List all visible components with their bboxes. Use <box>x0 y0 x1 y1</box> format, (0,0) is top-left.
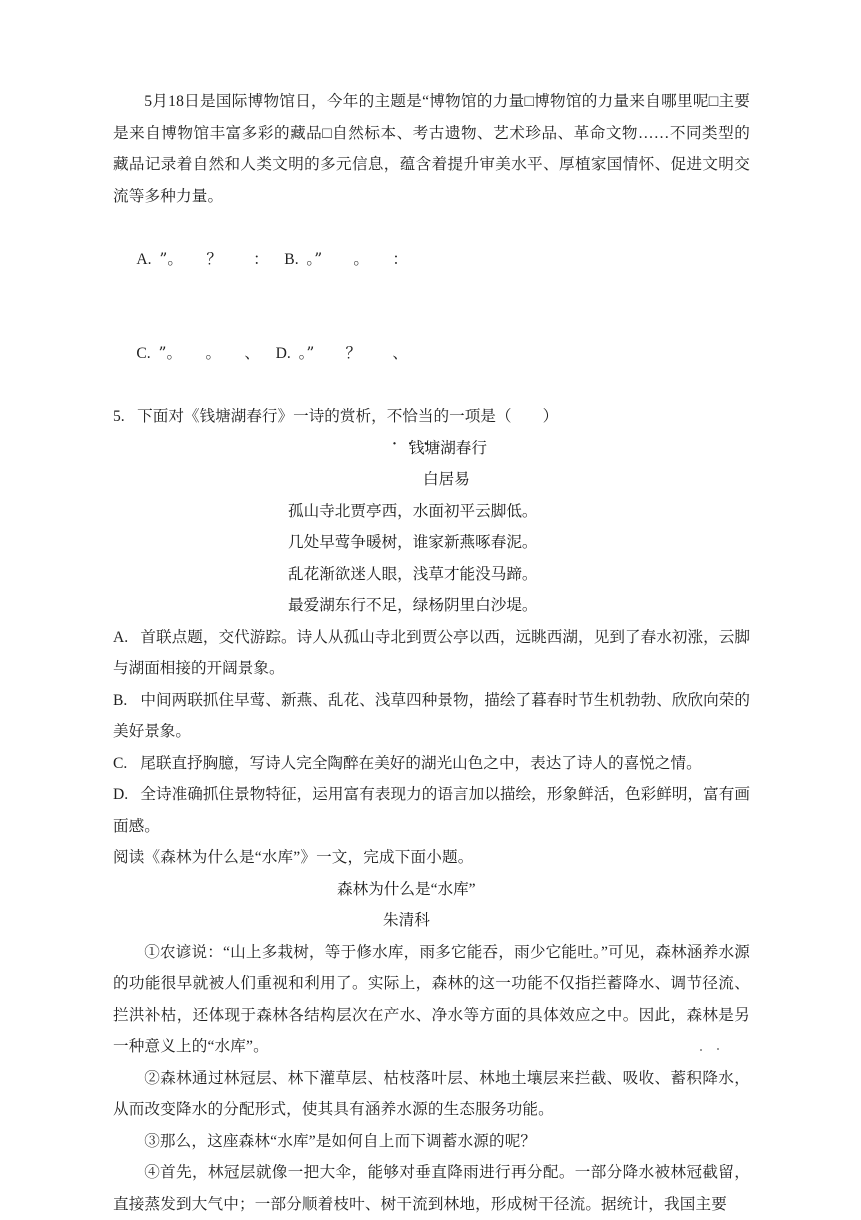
emphasis-char: 当 <box>417 408 434 425</box>
option-b-label: B. <box>113 691 128 709</box>
option-d-text: 全诗准确抓住景物特征，运用富有表现力的语言加以描绘，形象鲜活，色彩鲜明，富有画面感。 <box>113 786 750 835</box>
article-paragraph-4: ④首先，林冠层就像一把大伞，能够对垂直降雨进行再分配。一部分降水被林冠截留，直接蒸发到大气中；一部分顺着枝叶、树干流到林地，形成树干径流。据统计，我国主要 <box>113 1164 750 1213</box>
question-5-option-a[interactable] <box>113 622 750 685</box>
option-b-marks[interactable]: 。” 。 ： <box>306 249 408 268</box>
article-paragraph-2: ②森林通过林冠层、林下灌草层、枯枝落叶层、林地土壤层来拦截、吸收、蓄积降水，从而改变降水的分配形式，使其具有涵养水源的生态服务功能。 <box>113 1069 750 1118</box>
question-5-option-b[interactable] <box>113 685 750 748</box>
option-c-text: 尾联直抒胸臆，写诗人完全陶醉在美好的湖光山色之中，表达了诗人的喜悦之情。 <box>140 754 702 772</box>
poem-line: 乱花渐欲迷人眼，浅草才能没马蹄。 <box>288 565 538 583</box>
option-c-label[interactable]: C. <box>136 345 151 362</box>
question-5-emphasis <box>387 408 434 425</box>
option-b-text: 中间两联抓住早莺、新燕、乱花、浅草四种景物，描绘了暮春时节生机勃勃、欣欣向荣的美好景象。 <box>113 691 750 740</box>
poem-line: 孤山寺北贾亭西，水面初平云脚低。 <box>288 502 538 520</box>
article-title: 森林为什么是“水库” <box>337 880 476 898</box>
intro-passage: 5月18日是国际博物馆日，今年的主题是“博物馆的力量□博物馆的力量来自哪里呢□主要是来自博物馆丰富多彩的藏品□自然标本、考古遗物、艺术珍品、革命文物……不同类型的藏品记录着自然和人类文明的多元信息，蕴含着提升审美水平、厚植家国情怀、促进文明交流等多种力量。 <box>113 93 750 205</box>
question-5-stem <box>113 401 750 433</box>
poem-line: 几处早莺争暖树，谁家新燕啄春泥。 <box>288 534 538 551</box>
article-paragraph-3: ③那么，这座森林“水库”是如何自上而下调蓄水源的呢？ <box>144 1132 537 1150</box>
poem-author: 白居易 <box>423 471 470 488</box>
option-a-text: 首联点题，交代游踪。诗人从孤山寺北到贾公亭以西，远眺西湖，见到了春水初涨，云脚与湖面相接的开阔景象。 <box>113 628 750 677</box>
question-5-number: 5. <box>113 408 125 425</box>
punctuation-options-row-2 <box>113 307 750 402</box>
option-a-label[interactable]: A. <box>136 250 152 268</box>
article-paragraph-1: ①农谚说：“山上多栽树，等于修水库，雨多它能吞，雨少它能吐。”可见，森林涵养水源的功能很早就被人们重视和利用了。实际上，森林的这一功能不仅指拦蓄降水、调节径流、拦洪补枯，还体现于森林各结构层次在产水、净水等方面的具体效应之中。因此，森林是另一种意义上的“水库”。 <box>113 943 750 1055</box>
question-5-stem-before: 下面对《钱塘湖春行》一诗的赏析， <box>137 408 387 425</box>
punctuation-options-row-1 <box>113 212 750 307</box>
option-d-marks[interactable]: 。” ？ 、 <box>298 344 408 362</box>
option-d-label: D. <box>113 786 129 803</box>
option-d-label[interactable]: D. <box>275 345 291 362</box>
option-c-label: C. <box>113 754 128 772</box>
emphasis-char: 不 <box>386 408 403 425</box>
question-5-option-c[interactable] <box>113 748 750 780</box>
option-c-marks[interactable]: ”。 。 、 <box>158 344 261 362</box>
scan-artifact-speck <box>700 1049 702 1051</box>
option-a-label: A. <box>113 628 129 646</box>
poem-line: 最爱湖东行不足，绿杨阴里白沙堤。 <box>288 597 538 614</box>
reading-instruction: 阅读《森林为什么是“水库”》一文，完成下面小题。 <box>113 849 474 866</box>
article-author: 朱清科 <box>383 912 430 929</box>
option-a-marks[interactable]: ”。 ？ ： <box>159 249 269 268</box>
emphasis-char: 恰 <box>402 408 418 425</box>
question-5-option-d[interactable] <box>113 779 750 842</box>
page-content <box>113 86 750 1220</box>
poem-title: 钱塘湖春行 <box>409 439 487 457</box>
question-5-stem-after: 的一项是（ ） <box>433 408 559 425</box>
option-b-label[interactable]: B. <box>284 250 299 268</box>
scan-artifact-speck <box>717 1048 719 1050</box>
